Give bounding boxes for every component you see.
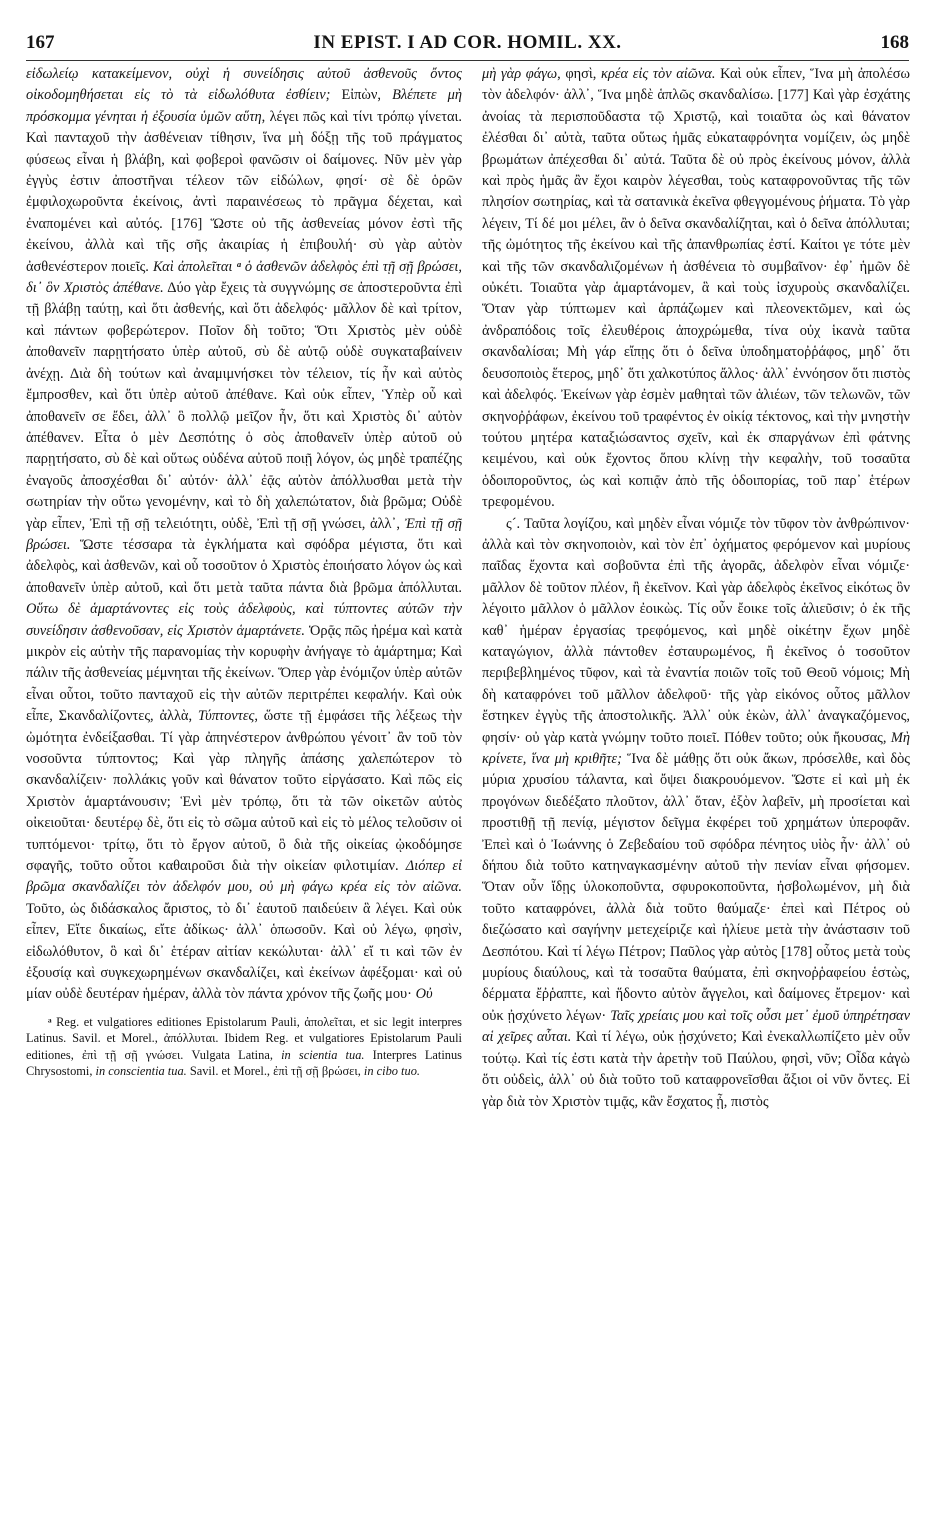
- footnote-a: ᵃ Reg. et vulgatiores editiones Epistolarum Pauli, ἀπολεῖται, et sic legit interpres Latinus. Savil. et Morel., ἀπόλλυται. Ibidem Reg. et vulgatiores Epistolarum Pauli editiones, ἐπὶ τῇ σῇ γνώσει. Vulgata Latina, in scientia tua. Interpres Latinus Chrysostomi, in conscientia tua. Savil. et Morel., ἐπὶ τῇ σῇ βρώσει, in cibo tuo.: [26, 1014, 462, 1079]
- running-title: IN EPIST. I AD COR. HOMIL. XX.: [313, 32, 622, 53]
- page-number-right: 168: [880, 32, 909, 53]
- right-paragraph-2: ς´. Ταῦτα λογίζου, καὶ μηδὲν εἶναι νόμιζε τὸν τῦφον τὸν ἀνθρώπινον· ἀλλὰ καὶ τὸν σκηνοποιὸν, καὶ τὸν ἐπ᾽ ὀχήματος φερόμενον καὶ μυρίους παῖδας ἔχοντα καὶ σοβοῦντα ἐπὶ τῆς ἀγορᾶς, ἀδελφὸν εἶναι νόμιζε· μᾶλλον δὲ τοῦτον πλέον, ἢ ἐκεῖνον. Καὶ γὰρ ἀδελφὸς ἐκεῖνος εἰκότως ὃν λέγοιτο μᾶλλον ὁ μᾶλλον ἐοικὼς. Τίς οὖν ἔοικε τοῖς ἁλιεῦσιν; ὁ ἐκ τῆς καθ᾽ ἡμέραν ἐργασίας τρεφόμενος, καὶ μηδὲ οἰκέτην ἔχων μηδὲ καταγώγιον, ἀλλὰ πάντοθεν ἐσταυρωμένος, ἢ ἐκεῖνος ὁ τοσοῦτον περιβεβλημένος τῦφον, καὶ τὰ ἐναντία ποιῶν τοῖς τοῦ Θεοῦ νόμοις; Μὴ δὴ καταφρόνει τοῦ μᾶλλον ἀδελφοῦ· τῆς γὰρ εἰκόνος οὗτος μᾶλλον ἔστηκεν ἐγγὺς τῆς ἀποστολικῆς. Ἀλλ᾽ οὐκ ἑκὼν, ἀλλ᾽ ἀναγκαζόμενος, φησίν· οὐ γὰρ κατὰ γνώμην τοῦτο ποιεῖ. Πόθεν τοῦτο; οὐκ ἤκουσας, Μὴ κρίνετε, ἵνα μὴ κριθῆτε; Ἵνα δὲ μάθῃς ὅτι οὐκ ἄκων, πρόσελθε, καὶ δὸς μύρια χρυσίου τάλαντα, καὶ ὄψει διακρουόμενον. Ὥστε εἰ καὶ μὴ ἐκ προγόνων διεδέξατο πλοῦτον, ἀλλ᾽ ὅταν, ἐξὸν λαβεῖν, μὴ προσίεται καὶ προστιθῇ τῇ πενίᾳ, μέγιστον δεῖγμα ἐκφέρει τοῦ χρημάτων ὑπεροφᾶν. Ἐπεὶ καὶ ὁ Ἰωάννης ὁ Ζεβεδαίου τοῦ σφόδρα πένητος υἱὸς ἦν· ἀλλ᾽ οὐ δήπου διὰ τοῦτο κατηναγκασμένην αὐτοῦ τὴν πενίαν εἶναι φήσομεν. Ὅταν οὖν ἴδῃς ὑλοκοποῦντα, σφυροκοποῦντα, ἠσβολωμένον, μὴ διὰ τοῦτο καταφρόνει, ἀλλὰ διὰ τοῦτο θαύμαζε· ἐπεὶ καὶ Πέτρος οὐ διεζώσατο καὶ σαγήνην μετεχείριζε καὶ ἡλίευε μετὰ τὴν ἀνάστασιν τοῦ Δεσπότου. Καὶ τί λέγω Πέτρον; Παῦλος γὰρ αὐτὸς [178] οὗτος μετὰ τοὺς μυρίους διαύλους, καὶ τὰ τοσαῦτα θαύματα, ἐπὶ σκηνοῤῥαφείου ἑστὼς, δέρματα ἔῤῥαπτε, καὶ ἥδοντο αὐτὸν ἄγγελοι, καὶ δαίμονες ἔτρεμον· καὶ οὐκ ᾐσχύνετο λέγων· Ταῖς χρείαις μου καὶ τοῖς οὖσι μετ᾽ ἐμοῦ ὑπηρέτησαν αἱ χεῖρες αὗται. Καὶ τί λέγω, οὐκ ᾐσχύνετο; Καὶ ἐνεκαλλωπίζετο μὲν οὖν τούτῳ. Καὶ τίς ἐστι κατὰ τὴν ἀρετὴν τοῦ Παύλου, φησὶ, νῦν; Οἶδα κἀγὼ ὅτι οὐδεὶς, ἀλλ᾽ οὐ διὰ τοῦτο τοῦ καταφρονεῖσθαι ἄξιοι οἱ νῦν ὄντες. Εἰ γὰρ διὰ τὸν Χριστὸν τιμᾷς, κἂν ἔσχατος ᾖ, πιστὸς: [482, 515, 910, 1110]
- footnotes: [26, 1014, 462, 1080]
- left-paragraph-1: εἰδωλείῳ κατακείμενον, οὐχὶ ἡ συνείδησις αὐτοῦ ἀσθενοῦς ὄντος οἰκοδομηθήσεται εἰς τὸ τὰ εἰδωλόθυτα ἐσθίειν; Εἰπὼν, Βλέπετε μὴ πρόσκομμα γένηται ἡ ἐξουσία ὑμῶν αὕτη, λέγει πῶς καὶ τίνι τρόπῳ γίνεται. Καὶ πανταχοῦ τὴν ἀσθένειαν τίθησιν, ἵνα μὴ δόξῃ τῆς τοῦ πράγματος φύσεως εἶναι ἡ βλάβη, καὶ φοβεροὶ φανῶσιν οἱ δαίμονες. Νῦν μὲν γὰρ ἐγγὺς ἐστιν ἀποστῆναι τέλεον τῶν εἰδώλων, φησί· σὲ δὲ ὁρῶν ἐμφιλοχωροῦντα ἐκείνοις, ἀντὶ παραινέσεως τὸ πρᾶγμα δέχεται, καὶ ἐναπομένει καὶ αὐτός. [176] Ὥστε οὐ τῆς ἀσθενείας μόνον ἐστὶ τῆς ἐκείνου, ἀλλὰ καὶ τῆς σῆς ἀκαιρίας ἡ ἐπιβουλή· σὺ γὰρ αὐτὸν ἀσθενέστερον ποιεῖς. Καὶ ἀπολεῖται ᵃ ὁ ἀσθενῶν ἀδελφὸς ἐπὶ τῇ σῇ βρώσει, δι᾽ ὃν Χριστὸς ἀπέθανε. Δύο γὰρ ἔχεις τὰ συγγνώμης σε ἀποστεροῦντα ἐπὶ τῇ βλάβῃ ταύτῃ, καὶ ὅτι ἀσθενής, καὶ ὅτι ἀδελφός· μᾶλλον δὲ καὶ τρίτον, καὶ πάντων φοβερώτερον. Ποῖον δὴ τοῦτο; Ὅτι Χριστὸς μὲν οὐδὲ ἀποθανεῖν παρῃτήσατο ὑπὲρ αὐτοῦ, σὺ δὲ αὐτῷ οὐδὲ συγκαταβαίνειν ἀνέχῃ. Διὰ δὴ τούτων καὶ ἀναμιμνήσκει τὸν τέλειον, τίς ἦν καὶ αὐτὸς ἔμπροσθεν, καὶ ὅτι ὑπὲρ αὐτοῦ ἀπέθανε. Καὶ οὐκ εἶπεν, Ὑπὲρ οὗ καὶ ἀποθανεῖν σε ἔδει, ἀλλ᾽ ὃ πολλῷ μεῖζον ἦν, ὅτι καὶ Χριστὸς δι᾽ αὐτὸν ἀπέθανεν. Εἶτα ὁ μὲν Δεσπότης ὁ σὸς ἀποθανεῖν ὑπὲρ αὐτοῦ οὐ παρῃτήσατο, σὺ δὲ καὶ οὕτως οὐδένα αὐτοῦ ποιῇ λόγον, ὡς μηδὲ τραπέζης ἐναγοῦς ἀποσχέσθαι δι᾽ αὐτόν· ἀλλ᾽ ἐᾷς αὐτὸν ἀπόλλυσθαι μετὰ τὴν σωτηρίαν τὴν οὕτω γενομένην, καὶ τὸ δὴ χαλεπώτατον, διὰ βρῶμα; Οὐδὲ γὰρ εἶπεν, Ἐπὶ τῇ σῇ τελειότητι, οὐδὲ, Ἐπὶ τῇ σῇ γνώσει, ἀλλ᾽, Ἐπὶ τῇ σῇ βρώσει. Ὥστε τέσσαρα τὰ ἐγκλήματα καὶ σφόδρα μέγιστα, ὅτι καὶ ἀδελφὸς, καὶ ἀσθενῶν, καὶ οὗ τοσοῦτον ὁ Χριστὸς ἐποιήσατο λόγον ὡς καὶ ἀποθανεῖν ὑπὲρ αὐτοῦ, καὶ ὅτι μετὰ ταῦτα πάντα διὰ βρῶμα ἀπόλλυται. Οὕτω δὲ ἁμαρτάνοντες εἰς τοὺς ἀδελφοὺς, καὶ τύπτοντες αὐτῶν τὴν συνείδησιν ἀσθενοῦσαν, εἰς Χριστὸν ἁμαρτάνετε. Ὁρᾷς πῶς ἠρέμα καὶ κατὰ μικρὸν εἰς αὐτὴν τῆς παρανομίας τὴν κορυφὴν ἀνήγαγε τὸ ἁμάρτημα; Καὶ πάλιν τῆς ἀσθενείας μέμνηται τῆς ἐκείνων. Ὅπερ γὰρ ἐνόμιζον ὑπὲρ αὐτῶν εἶναι οὗτοι, τοῦτο πανταχοῦ εἰς τὴν αὐτῶν περιτρέπει κεφαλήν. Καὶ οὐκ εἶπε, Σκανδαλίζοντες, ἀλλὰ, Τύπτοντες, ὥστε τῇ ἐμφάσει τῆς λέξεως τὴν ὠμότητα ἐνδείξασθαι. Τί γὰρ ἀπηνέστερον ἀνθρώπου γένοιτ᾽ ἂν τοῦ τὸν νοσοῦντα τύπτοντος; Καὶ γὰρ πληγῆς ἁπάσης χαλεπώτερον τὸ σκανδαλίζειν· πολλάκις γοῦν καὶ θάνατον τοῦτο εἰργάσατο. Καὶ πῶς εἰς Χριστὸν ἁμαρτάνουσιν; Ἑνὶ μὲν τρόπῳ, ὅτι τὰ τῶν οἰκετῶν αὐτὸς οἰκειοῦται· δευτέρῳ δὲ, ὅτι εἰς τὸ σῶμα αὐτοῦ καὶ εἰς τὸ μέλος τελοῦσιν οἱ τυπτόμενοι· τρίτῳ, ὅτι τὸ ἔργον αὐτοῦ, ὃ διὰ τῆς οἰκείας ᾠκοδόμησε σφαγῆς, τοῦτο οὗτοι καθαιροῦσι διὰ τὴν οἰκείαν φιλοτιμίαν. Διόπερ εἰ βρῶμα σκανδαλίζει τὸν ἀδελφόν μου, οὐ μὴ φάγω κρέα εἰς τὸν αἰῶνα. Τοῦτο, ὡς διδάσκαλος ἄριστος, τὸ δι᾽ ἑαυτοῦ παιδεύειν ἃ λέγει. Καὶ οὐκ εἶπεν, Εἴτε δικαίως, εἴτε ἀδίκως· ἀλλ᾽ ὁπωσοῦν. Καὶ οὐ λέγω, φησὶν, εἰδωλόθυτον, ὃ καὶ δι᾽ ἑτέραν αἰτίαν κεκώλυται· ἀλλ᾽ εἴ τι καὶ τῶν ἐν ἐξουσίᾳ καὶ συγκεχωρημένων σκανδαλίζει, καὶ ἐκείνων ἀφέξομαι· καὶ οὐ μίαν οὐδὲ δευτέραν ἡμέραν, ἀλλὰ τὸν πάντα χρόνον τῆς ζωῆς μου· Οὐ: [26, 66, 462, 1003]
- running-head: [26, 32, 909, 56]
- left-column: [26, 64, 462, 1530]
- page-number-left: 167: [26, 32, 55, 53]
- header-rule: [26, 60, 909, 61]
- right-paragraph-1: μὴ γὰρ φάγω, φησὶ, κρέα εἰς τὸν αἰῶνα. Καὶ οὐκ εἶπεν, Ἵνα μὴ ἀπολέσω τὸν ἀδελφόν· ἀλλ᾽, Ἵνα μηδὲ ἁπλῶς σκανδαλίσω. [177] Καὶ γὰρ ἐσχάτης ἀνοίας τὰ περισποῦδαστα τῷ Χριστῷ, καὶ τοιαῦτα ὡς καὶ θάνατον ἐλέσθαι δι᾽ αὐτὰ, ταῦτα οὕτως ἡμᾶς εὐκαταφρόνητα νομίζειν, ὡς μηδὲ βρωμάτων ἀπέχεσθαι δι᾽ αὐτά. Ταῦτα δὲ οὐ πρὸς ἐκείνους μόνον, ἀλλὰ καὶ πρὸς ἡμᾶς ἂν ἔχοι καιρὸν λέγεσθαι, τοὺς καταφρονοῦντας τῆς τῶν πλησίον σωτηρίας, καὶ τὰ σατανικὰ ἐκεῖνα φθεγγομένους ῥήματα. Τὸ γὰρ λέγειν, Τί δέ μοι μέλει, ἂν ὁ δεῖνα σκανδαλίζηται, καὶ ὁ δεῖνα ἀπόλλυται; τῆς ὠμότητος τῆς ἐκείνου καὶ τῆς ἀπανθρωπίας ἐστί. Καίτοι γε τότε μὲν καὶ τῆς τῶν σκανδαλιζομένων ἡ ἀσθένεια τὸ συμβαῖνον· ἐφ᾽ ἡμῶν δὲ οὐκέτι. Τοιαῦτα γὰρ ἁμαρτάνομεν, ἃ καὶ τοὺς ἰσχυροὺς σκανδαλίζει. Ὅταν γὰρ τύπτωμεν καὶ ἁρπάζωμεν καὶ πλεονεκτῶμεν, καὶ ὡς ἀνδραπόδοις τοῖς ἐλευθέροις ἀποχρώμεθα, τίνα οὐχ ἱκανὰ ταῦτα σκανδαλίσαι; Μὴ γάρ εἴπῃς ὅτι ὁ δεῖνα ὑποδηματοῤῥάφος, μηδ᾽ ὅτι δευσοποιὸς ἕτερος, μηδ᾽ ὅτι χαλκοτύπος ἄλλος· ἀλλ᾽ ἐννόησον ὅτι πιστὸς καὶ ἀδελφός. Ἐκείνων γὰρ ἐσμὲν μαθηταὶ τῶν ἁλιέων, τῶν τελωνῶν, τῶν σκηνοῤῥάφων, ἐκείνου τοῦ τραφέντος ἐν οἰκίᾳ τέκτονος, καὶ τὴν μνηστὴν τούτου μητέρα καταξιώσαντος σχεῖν, καὶ ἐκ σπαργάνων ἐπὶ φάτνης κειμένου, καὶ οὐκ ἔχοντος ὅπου κλίνῃ τὴν κεφαλὴν, τοῦ τοσαῦτα ὁδοιποροῦντος, ὡς καὶ κοπιᾷν ἀπὸ τῆς ὁδοιπορίας, τοῦ παρ᾽ ἑτέρων τρεφομένου.: [482, 66, 910, 511]
- right-column: [482, 64, 910, 1530]
